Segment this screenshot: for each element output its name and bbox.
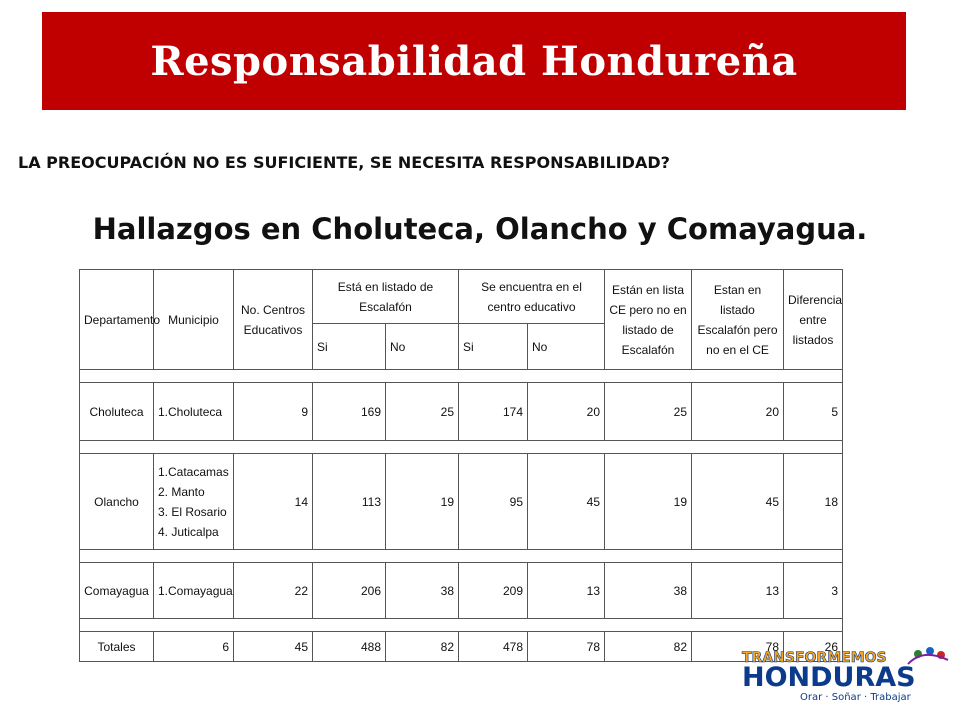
cell-totals-cen-si: 478 <box>459 632 528 662</box>
cell-municipio: 1.Choluteca <box>154 383 234 441</box>
cell-esc-no: 25 <box>386 383 459 441</box>
header-centros: No. Centros Educativos <box>234 270 313 370</box>
cell-esc-no: 19 <box>386 454 459 550</box>
findings-table <box>79 269 843 662</box>
cell-esc-si: 113 <box>313 454 386 550</box>
subtitle: LA PREOCUPACIÓN NO ES SUFICIENTE, SE NECESITA RESPONSABILIDAD? <box>18 153 670 172</box>
cell-cen-si: 209 <box>459 563 528 619</box>
cell-centros: 14 <box>234 454 313 550</box>
cell-esc-si: 206 <box>313 563 386 619</box>
cell-totals-label: Totales <box>80 632 154 662</box>
municipio-item: 1.Catacamas <box>158 464 229 479</box>
title-banner <box>42 12 906 110</box>
cell-centros: 9 <box>234 383 313 441</box>
logo-tagline: Orar · Soñar · Trabajar <box>800 692 911 703</box>
logo-top-text: TRANSFORMEMOS <box>742 650 887 666</box>
cell-escalafon: 13 <box>692 563 784 619</box>
cell-diferencia: 3 <box>784 563 843 619</box>
cell-cen-si: 174 <box>459 383 528 441</box>
cell-diferencia: 18 <box>784 454 843 550</box>
logo-graphic <box>738 642 954 704</box>
cell-esc-no: 38 <box>386 563 459 619</box>
cell-cen-no: 13 <box>528 563 605 619</box>
header-lista-ce: Están en lista CE pero no en listado de Escalafón <box>605 270 692 370</box>
page-title: Responsabilidad Hondureña <box>150 37 798 85</box>
cell-cen-si: 95 <box>459 454 528 550</box>
cell-departamento: Olancho <box>80 454 154 550</box>
cell-municipio-list <box>154 454 234 550</box>
cell-totals-escalafon: 78 <box>692 632 784 662</box>
cell-escalafon: 20 <box>692 383 784 441</box>
cell-departamento: Comayagua <box>80 563 154 619</box>
cell-diferencia: 5 <box>784 383 843 441</box>
cell-totals-esc-si: 488 <box>313 632 386 662</box>
cell-departamento: Choluteca <box>80 383 154 441</box>
cell-totals-lista-ce: 82 <box>605 632 692 662</box>
cell-lista-ce: 25 <box>605 383 692 441</box>
header-cen-no: No <box>528 324 605 370</box>
cell-cen-no: 45 <box>528 454 605 550</box>
municipio-item: 4. Juticalpa <box>158 524 219 539</box>
totals-row <box>80 632 843 662</box>
cell-esc-si: 169 <box>313 383 386 441</box>
table-row <box>80 454 843 550</box>
header-escalafon: Está en listado de Escalafón <box>313 270 459 324</box>
municipio-item: 2. Manto <box>158 484 205 499</box>
transformemos-honduras-logo <box>738 642 954 704</box>
header-diferencia: Diferencia entre listados <box>784 270 843 370</box>
header-centro: Se encuentra en el centro educativo <box>459 270 605 324</box>
header-esc-si: Si <box>313 324 386 370</box>
cell-lista-ce: 19 <box>605 454 692 550</box>
cell-totals-esc-no: 82 <box>386 632 459 662</box>
cell-lista-ce: 38 <box>605 563 692 619</box>
logo-main-text: HONDURAS <box>742 662 916 693</box>
table-row <box>80 383 843 441</box>
cell-totals-centros: 45 <box>234 632 313 662</box>
cell-totals-municipios: 6 <box>154 632 234 662</box>
header-departamento: Departamento <box>80 270 154 370</box>
header-municipio: Municipio <box>154 270 234 370</box>
cell-totals-diferencia: 26 <box>784 632 843 662</box>
cell-municipio: 1.Comayagua <box>154 563 234 619</box>
cell-totals-cen-no: 78 <box>528 632 605 662</box>
header-en-escalafon: Estan en listado Escalafón pero no en el CE <box>692 270 784 370</box>
header-cen-si: Si <box>459 324 528 370</box>
municipio-item: 3. El Rosario <box>158 504 227 519</box>
table-row <box>80 563 843 619</box>
cell-cen-no: 20 <box>528 383 605 441</box>
cell-centros: 22 <box>234 563 313 619</box>
findings-heading: Hallazgos en Choluteca, Olancho y Comayagua. <box>92 212 868 246</box>
cell-escalafon: 45 <box>692 454 784 550</box>
header-esc-no: No <box>386 324 459 370</box>
